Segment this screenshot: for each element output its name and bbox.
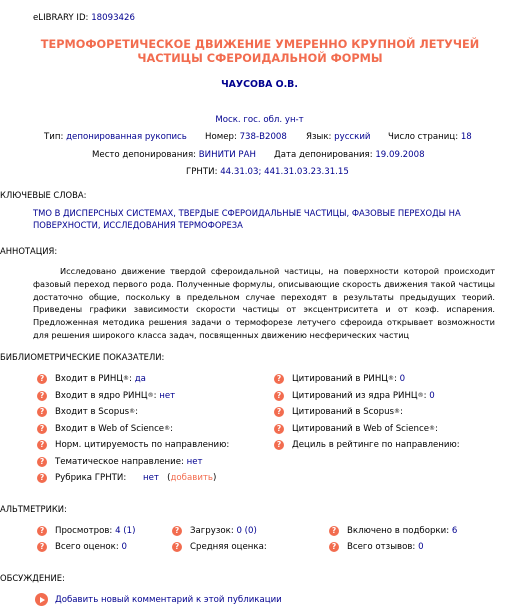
author-link[interactable]: ЧАУСОВА О.В.: [221, 79, 298, 90]
bibliometric-row: ? Цитирований в Scopus ® :: [274, 407, 403, 417]
date-value: 19.09.2008: [375, 150, 425, 160]
bibliometric-row: ? Цитирований в Web of Science ® :: [274, 424, 438, 434]
question-mark-icon[interactable]: ?: [172, 526, 182, 536]
add-comment-link[interactable]: Добавить новый комментарий к этой публикации: [55, 594, 282, 605]
bibliometric-label: Цитирований в Scopus: [292, 407, 395, 417]
question-mark-icon[interactable]: ?: [37, 391, 47, 401]
question-mark-icon[interactable]: ?: [37, 424, 47, 434]
bibliometric-value: 0: [399, 374, 406, 384]
bibliometric-value: да: [134, 374, 146, 384]
bibliometric-value: 0: [429, 390, 435, 401]
label-colon: :: [135, 407, 139, 417]
number-value: 738-В2008: [239, 132, 287, 142]
question-mark-icon[interactable]: ?: [37, 526, 47, 536]
bibliometric-label: Входит в Scopus: [55, 407, 130, 417]
altmetric-downloads: ? Загрузок: 0 (0): [172, 526, 257, 536]
downloads-value: 0 (0): [236, 526, 257, 536]
bibliometric-row: [274, 440, 460, 450]
bibliometric-row: ? Рубрика ГРНТИ: нет ( добавить ): [37, 473, 216, 483]
bibliometric-label: Цитирований в Web of Science: [292, 423, 430, 434]
bibliometric-row: ? Цитирований из ядра РИНЦ ® : 0: [274, 391, 435, 401]
type-value: депонированная рукопись: [66, 132, 187, 142]
bibliometric-value: нет: [143, 473, 159, 483]
meta-language: Язык: русский: [306, 132, 371, 142]
add-grnti-link[interactable]: добавить: [170, 473, 213, 483]
meta-place: Место депонирования: ВИНИТИ РАН: [92, 150, 256, 160]
annotation-text: Исследовано движение твердой сфероидальной частицы, на поверхности которой происходит фазовый переход первого рода. Полученные формулы, описывающие скорость движения такой частицы достаточно общие, поскольку в предельном случае переходят в результаты предыдущих теорий. Приведены графики зависимости скорости частицы от эксцентриситета и от коэф. испарения. Предложенная методика решения задачи о термофорезе летучего сфероида открывает возможности для решения широкого класса задач, посвященных движению несферических частиц: [33, 266, 495, 340]
question-mark-icon[interactable]: ?: [37, 473, 47, 483]
add-comment-button[interactable]: [35, 593, 282, 606]
bibliometric-row: [37, 457, 203, 467]
question-mark-icon[interactable]: ?: [274, 391, 284, 401]
reviews-value: 0: [418, 542, 424, 552]
label-colon: :: [400, 407, 403, 417]
altmetric-ratings: ? Всего оценок: 0: [37, 542, 127, 552]
elibrary-id-label: eLIBRARY ID:: [33, 13, 89, 23]
bibliometric-row: ? Входит в ядро РИНЦ ® : нет: [37, 391, 175, 401]
collections-value[interactable]: 6: [451, 526, 458, 536]
question-mark-icon[interactable]: ?: [37, 457, 47, 467]
question-mark-icon[interactable]: ?: [274, 374, 284, 384]
altmetric-average: ? Средняя оценка:: [172, 542, 269, 552]
question-mark-icon[interactable]: ?: [37, 440, 47, 450]
play-icon: [35, 593, 48, 606]
publication-title: ТЕРМОФОРЕТИЧЕСКОЕ ДВИЖЕНИЕ УМЕРЕННО КРУПНОЙ ЛЕТУЧЕЙ ЧАСТИЦЫ СФЕРОИДАЛЬНОЙ ФОРМЫ: [40, 38, 480, 65]
grnti-link[interactable]: 44.31.03; 441.31.03.23.31.15: [220, 167, 349, 177]
keywords-list[interactable]: ТМО В ДИСПЕРСНЫХ СИСТЕМАХ, ТВЕРДЫЕ СФЕРОИДАЛЬНЫЕ ЧАСТИЦЫ, ФАЗОВЫЕ ПЕРЕХОДЫ НА ПОВЕРХНОСТИ, ИССЛЕДОВАНИЯ ТЕРМОФОРЕЗА: [33, 208, 461, 230]
bibliometric-heading: БИБЛИОМЕТРИЧЕСКИЕ ПОКАЗАТЕЛИ:: [0, 352, 165, 362]
label-colon: :: [393, 374, 397, 384]
bibliometric-label: Дециль в рейтинге по направлению:: [292, 440, 460, 450]
bibliometric-row: ? Входит в Web of Science ® :: [37, 424, 173, 434]
bibliometric-row: ? Входит в РИНЦ ® : да: [37, 374, 146, 384]
bibliometric-label: Цитирований из ядра РИНЦ: [292, 390, 418, 401]
question-mark-icon[interactable]: ?: [329, 526, 339, 536]
altmetric-views: ? Просмотров: 4 (1): [37, 526, 135, 536]
bibliometric-row: ? Входит в Scopus ® :: [37, 407, 138, 417]
meta-grnti: ГРНТИ: 44.31.03; 441.31.03.23.31.15: [186, 167, 349, 177]
elibrary-id-line: [33, 13, 135, 23]
elibrary-id-link[interactable]: 18093426: [91, 13, 135, 23]
bibliometric-label: Норм. цитируемость по направлению:: [55, 440, 230, 450]
bibliometric-row: [37, 440, 229, 450]
question-mark-icon[interactable]: ?: [37, 374, 47, 384]
question-mark-icon[interactable]: ?: [274, 440, 284, 450]
language-value: русский: [334, 132, 371, 142]
label-colon: :: [423, 390, 427, 401]
altmetrics-heading: АЛЬТМЕТРИКИ:: [0, 504, 67, 514]
discussion-heading: ОБСУЖДЕНИЕ:: [0, 573, 65, 583]
question-mark-icon[interactable]: ?: [274, 407, 284, 417]
bibliometric-value: нет: [159, 390, 176, 401]
bibliometric-label: Входит в РИНЦ: [55, 374, 124, 384]
bibliometric-label: Входит в ядро РИНЦ: [55, 390, 148, 401]
question-mark-icon[interactable]: ?: [37, 542, 47, 552]
place-link[interactable]: ВИНИТИ РАН: [198, 150, 256, 160]
label-colon: :: [129, 374, 132, 384]
bibliometric-label: Цитирований в РИНЦ: [292, 374, 388, 384]
meta-pages: Число страниц: 18: [388, 132, 472, 142]
meta-date: Дата депонирования: 19.09.2008: [274, 150, 425, 160]
question-mark-icon[interactable]: ?: [172, 542, 182, 552]
pages-value: 18: [460, 132, 472, 142]
question-mark-icon[interactable]: ?: [274, 424, 284, 434]
bibliometric-label: Рубрика ГРНТИ:: [55, 473, 127, 483]
question-mark-icon[interactable]: ?: [329, 542, 339, 552]
views-value[interactable]: 4 (1): [115, 526, 136, 536]
question-mark-icon[interactable]: ?: [37, 407, 47, 417]
bibliometric-row: ? Цитирований в РИНЦ ® : 0: [274, 374, 405, 384]
bibliometric-value: нет: [186, 456, 203, 467]
keywords-heading: КЛЮЧЕВЫЕ СЛОВА:: [0, 190, 87, 200]
label-colon: :: [153, 390, 157, 401]
label-colon: :: [170, 423, 174, 434]
meta-type: Тип: депонированная рукопись: [44, 132, 187, 142]
bibliometric-label: Тематическое направление:: [55, 456, 184, 467]
meta-number: Номер: 738-В2008: [205, 132, 287, 142]
ratings-value: 0: [121, 542, 127, 552]
annotation-heading: АННОТАЦИЯ:: [0, 246, 58, 256]
bibliometric-label: Входит в Web of Science: [55, 423, 165, 434]
organization-link[interactable]: Моск. гос. обл. ун-т: [215, 115, 304, 125]
label-colon: :: [435, 423, 438, 434]
altmetric-reviews: ? Всего отзывов: 0: [329, 542, 424, 552]
altmetric-collections: ? Включено в подборки: 6: [329, 526, 457, 536]
